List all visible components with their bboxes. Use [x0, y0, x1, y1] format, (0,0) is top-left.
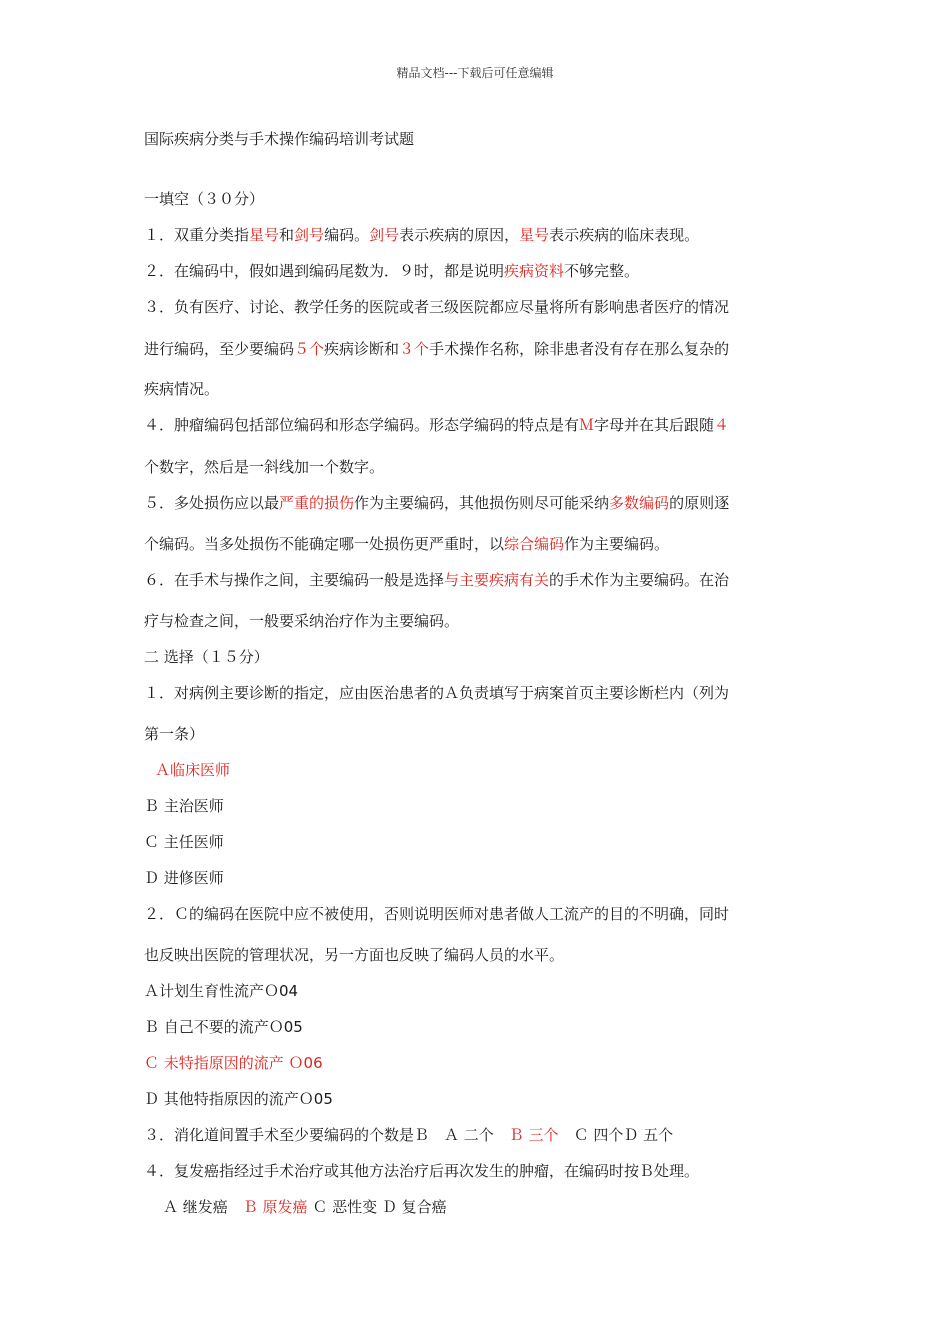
q2-option-b: Ｂ 自己不要的流产Ｏ05 [144, 1018, 303, 1036]
q2-option-d: Ｄ 其他特指原因的流产Ｏ05 [144, 1090, 333, 1108]
text: Ａ 继发癌 [163, 1198, 243, 1216]
q4-choice-options [163, 1196, 447, 1217]
q3-choice [144, 1124, 673, 1145]
q4-fill-line1 [144, 414, 729, 435]
answer: 严重的损伤 [279, 494, 355, 512]
text: ２．在编码中，假如遇到编码尾数为．９时，都是说明 [144, 262, 505, 280]
q2-fill [144, 260, 639, 281]
text: Ｃ 恶性变 Ｄ 复合癌 [307, 1198, 447, 1216]
answer: Ｂ 原发癌 [242, 1198, 308, 1216]
q6-fill-line1 [144, 569, 729, 590]
answer: 疾病资料 [504, 262, 565, 280]
text: 的手术作为主要编码。在治 [549, 571, 730, 589]
q1-choice-line2: 第一条） [144, 725, 205, 743]
q1-option-a: Ａ临床医师 [155, 761, 231, 779]
answer: 剑号 [369, 226, 400, 244]
answer: 星号 [249, 226, 280, 244]
text: 和 [279, 226, 295, 244]
q3-fill-line2 [144, 338, 729, 359]
text: 不够完整。 [564, 262, 640, 280]
text: １．双重分类指 [144, 226, 250, 244]
q4-fill-line2: 个数字，然后是一斜线加一个数字。 [144, 458, 385, 476]
answer: 多数编码 [609, 494, 670, 512]
answer: 星号 [519, 226, 550, 244]
answer: 综合编码 [504, 535, 565, 553]
text: ６．在手术与操作之间，主要编码一般是选择 [144, 571, 445, 589]
answer: 剑号 [294, 226, 325, 244]
text: 表示疾病的临床表现。 [549, 226, 700, 244]
q1-option-c: Ｃ 主任医师 [144, 833, 224, 851]
q2-option-c: Ｃ 未特指原因的流产 Ｏ06 [144, 1054, 323, 1072]
text: 疾病诊断和 [324, 340, 400, 358]
document-title: 国际疾病分类与手术操作编码培训考试题 [144, 130, 415, 148]
q5-fill-line1 [144, 492, 729, 513]
q2-option-a: Ａ计划生育性流产Ｏ04 [144, 982, 299, 1000]
text: 编码。 [324, 226, 370, 244]
text: ５．多处损伤应以最 [144, 494, 280, 512]
answer: ３个 [399, 340, 430, 358]
text: ３．消化道间置手术至少要编码的个数是Ｂ Ａ 二个 [144, 1126, 509, 1144]
text: 手术操作名称，除非患者没有存在那么复杂的 [429, 340, 730, 358]
q1-fill [144, 224, 699, 245]
page-header: 精品文档---下载后可任意编辑 [396, 66, 554, 80]
answer: 与主要疾病有关 [444, 571, 550, 589]
q1-choice-line1: １．对病例主要诊断的指定，应由医治患者的Ａ负责填写于病案首页主要诊断栏内（列为 [144, 684, 730, 702]
q3-fill-line3: 疾病情况。 [144, 380, 220, 398]
answer: ４ [714, 416, 730, 434]
q4-choice-line1: ４．复发癌指经过手术治疗或其他方法治疗后再次发生的肿瘤，在编码时按Ｂ处理。 [144, 1162, 700, 1180]
q6-fill-line2: 疗与检查之间，一般要采纳治疗作为主要编码。 [144, 612, 460, 630]
q1-option-d: Ｄ 进修医师 [144, 869, 224, 887]
q2-choice-line2: 也反映出医院的管理状况，另一方面也反映了编码人员的水平。 [144, 946, 565, 964]
text: ４．肿瘤编码包括部位编码和形态学编码。形态学编码的特点是有 [144, 416, 580, 434]
answer: Ｍ [579, 416, 595, 434]
q2-choice-line1: ２．Ｃ的编码在医院中应不被使用，否则说明医师对患者做人工流产的目的不明确，同时 [144, 905, 730, 923]
text: 作为主要编码，其他损伤则尽可能采纳 [354, 494, 610, 512]
answer: ５个 [294, 340, 325, 358]
text: 表示疾病的原因， [399, 226, 520, 244]
text: 的原则逐 [669, 494, 730, 512]
q1-option-b: Ｂ 主治医师 [144, 797, 224, 815]
text: 字母并在其后跟随 [594, 416, 715, 434]
section2-heading: 二 选择（１５分） [144, 648, 269, 666]
q3-fill-line1: ３．负有医疗、讨论、教学任务的医院或者三级医院都应尽量将所有影响患者医疗的情况 [144, 298, 730, 316]
text: Ｃ 四个Ｄ 五个 [558, 1126, 674, 1144]
text: 作为主要编码。 [564, 535, 670, 553]
q5-fill-line2 [144, 533, 669, 554]
text: 进行编码，至少要编码 [144, 340, 295, 358]
text: 个编码。当多处损伤不能确定哪一处损伤更严重时，以 [144, 535, 505, 553]
answer: Ｂ 三个 [508, 1126, 559, 1144]
section1-heading: 一填空（３０分） [144, 190, 265, 208]
